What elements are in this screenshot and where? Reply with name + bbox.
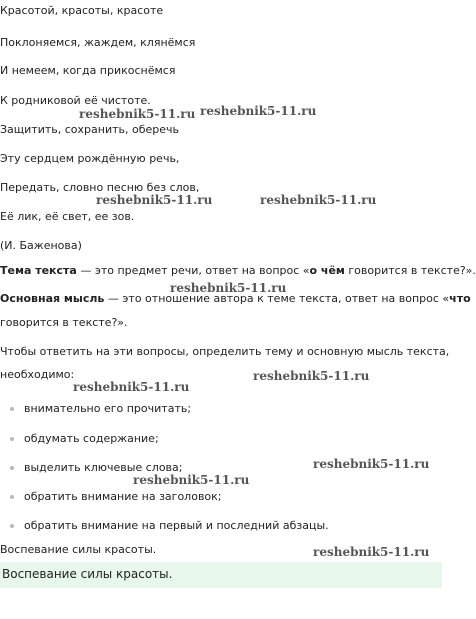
bullet-icon	[10, 495, 14, 499]
watermark: reshebnik5-11.ru	[260, 193, 377, 207]
idea-def-a: — это отношение автора к теме текста, ответ на вопрос «	[104, 292, 450, 305]
poem-line: И немеем, когда прикоснёмся	[0, 64, 176, 77]
list-item: внимательно его прочитать;	[24, 402, 192, 415]
poem-line: Эту сердцем рождённую речь,	[0, 152, 180, 165]
idea-def-b: говорится в тексте?».	[0, 316, 128, 329]
watermark: reshebnik5-11.ru	[313, 545, 430, 559]
bullet-icon	[10, 524, 14, 528]
poem-line: Защитить, сохранить, оберечь	[0, 123, 179, 136]
poem-line: Красотой, красоты, красоте	[0, 4, 164, 17]
list-item: обратить внимание на первый и последний абзацы.	[24, 519, 329, 532]
idea-question: что	[449, 292, 471, 305]
topic-definition	[0, 264, 476, 278]
topic-def-b: говорится в тексте?».	[344, 264, 476, 277]
steps-intro: необходимо:	[0, 368, 75, 381]
list-item: выделить ключевые слова;	[24, 461, 183, 474]
topic-term: Тема текста	[0, 264, 77, 277]
bullet-icon	[10, 407, 14, 411]
idea-term: Основная мысль	[0, 292, 105, 305]
answer-box	[0, 562, 442, 588]
watermark: reshebnik5-11.ru	[133, 473, 250, 487]
watermark: reshebnik5-11.ru	[170, 281, 287, 295]
poem-line: К родниковой её чистоте.	[0, 94, 151, 107]
watermark: reshebnik5-11.ru	[79, 107, 196, 121]
steps-intro: Чтобы ответить на эти вопросы, определить тему и основную мысль текста,	[0, 345, 450, 358]
topic-def-a: — это предмет речи, ответ на вопрос «	[76, 264, 310, 277]
poem-author: (И. Баженова)	[0, 239, 82, 252]
answer-text: Воспевание силы красоты.	[2, 567, 173, 581]
bullet-icon	[10, 466, 14, 470]
list-item: обратить внимание на заголовок;	[24, 490, 222, 503]
bullet-icon	[10, 437, 14, 441]
poem-line: Передать, словно песню без слов,	[0, 181, 200, 194]
result-text: Воспевание силы красоты.	[0, 543, 157, 556]
poem-line: Её лик, её свет, ее зов.	[0, 210, 135, 223]
list-item: обдумать содержание;	[24, 432, 159, 445]
poem-line: Поклоняемся, жаждем, клянёмся	[0, 36, 196, 49]
watermark: reshebnik5-11.ru	[253, 369, 370, 383]
watermark: reshebnik5-11.ru	[73, 380, 190, 394]
topic-question: о чём	[309, 264, 345, 277]
watermark: reshebnik5-11.ru	[313, 457, 430, 471]
watermark: reshebnik5-11.ru	[200, 104, 317, 118]
watermark: reshebnik5-11.ru	[96, 193, 213, 207]
